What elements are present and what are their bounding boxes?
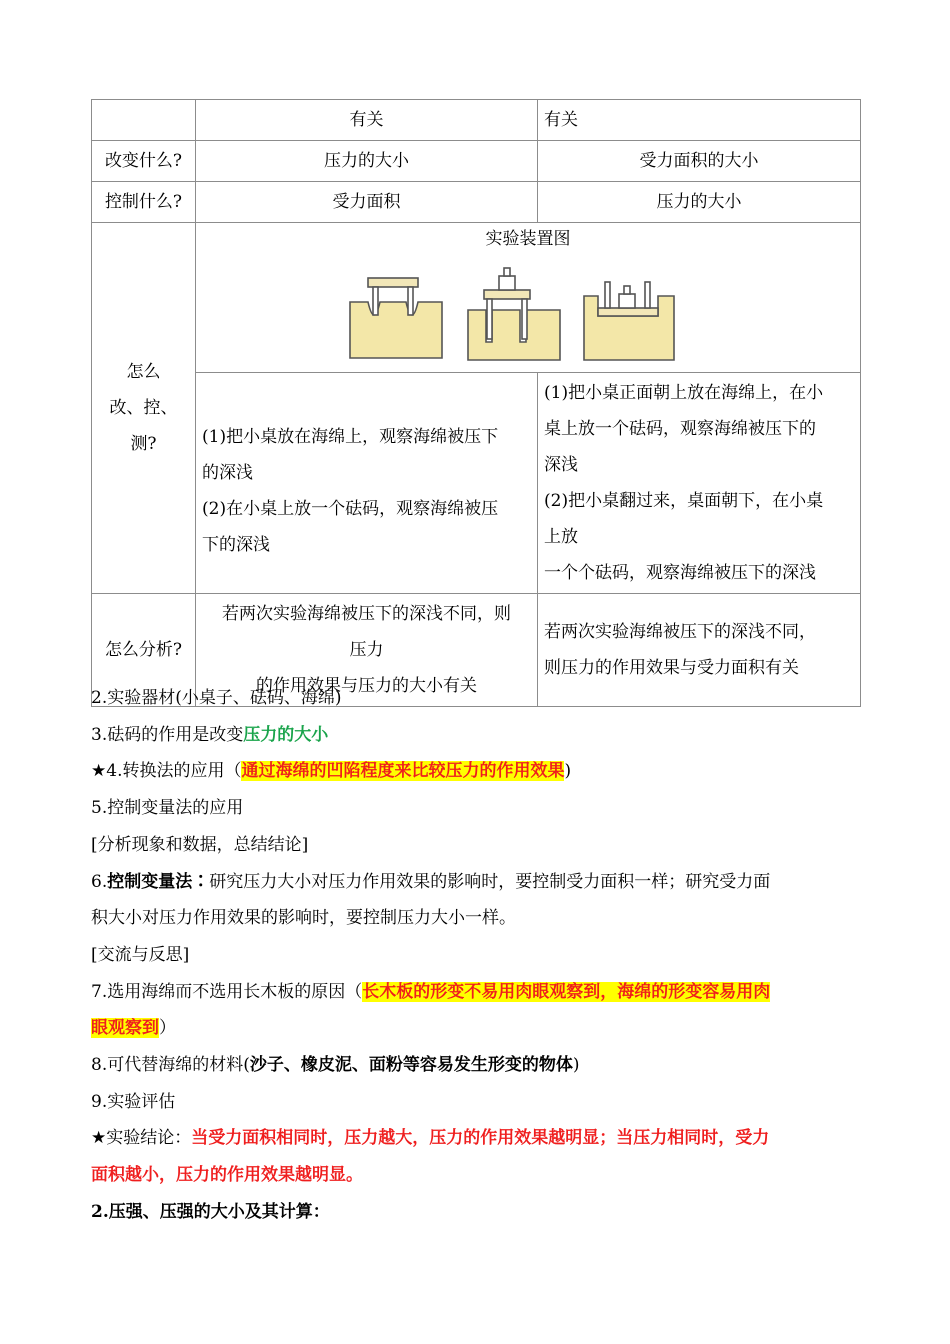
key-answer: 通过海绵的凹陷程度来比较压力的作用效果 — [241, 761, 565, 782]
key-answer: 沙子、橡皮泥、面粉等容易发生形变的物体 — [249, 1055, 573, 1076]
row-label-empty — [92, 100, 196, 141]
paragraph: [分析现象和数据，总结结论] — [91, 834, 309, 855]
text-line: 压力 — [349, 640, 384, 660]
paragraph: 5.控制变量法的应用 — [91, 798, 244, 819]
text-line: 下的深浅 — [202, 535, 270, 555]
label-line: 改、控、 — [109, 398, 178, 418]
cell: 压力的大小 — [538, 182, 861, 223]
row-label: 怎么分析? — [92, 594, 196, 707]
paragraph — [91, 864, 861, 901]
text: ） — [159, 1018, 176, 1039]
text-line: 则压力的作用效果与受力面积有关 — [544, 658, 799, 678]
cell: 有关 — [538, 100, 861, 141]
figure-cell — [196, 223, 861, 373]
conclusion: 当受力面积相同时，压力越大，压力的作用效果越明显；当压力相同时，受力 — [191, 1128, 770, 1149]
text-line: (2)在小桌上放一个砝码，观察海绵被压 — [202, 499, 499, 519]
text: 研究压力大小对压力作用效果的影响时，要控制受力面积一样；研究受力面 — [209, 871, 771, 892]
cell: 压力的大小 — [196, 141, 538, 182]
paragraph — [91, 1047, 861, 1084]
conclusion: 面积越小，压力的作用效果越明显。 — [91, 1165, 363, 1186]
paragraph: 9.实验评估 — [91, 1091, 176, 1112]
text: 4.转换法的应用（ — [106, 761, 242, 782]
text-line: (2)把小桌翻过来，桌面朝下，在小桌 — [544, 491, 824, 511]
section-heading: 2.压强、压强的大小及其计算： — [91, 1201, 330, 1222]
star-icon: ★ — [91, 761, 107, 782]
experiment-table — [91, 99, 861, 707]
paragraph: [交流与反思] — [91, 944, 190, 965]
setup-2 — [468, 268, 560, 360]
cell — [196, 373, 538, 594]
table-row — [92, 182, 861, 223]
text: ∶ — [192, 871, 210, 892]
key-answer: 压力的大小 — [243, 724, 329, 745]
cell: 受力面积 — [196, 182, 538, 223]
table-row — [92, 100, 861, 141]
table-row — [92, 373, 861, 594]
text-line: 上放 — [544, 527, 578, 547]
key-answer: 长木板的形变不易用肉眼观察到，海绵的形变容易用肉 — [362, 981, 771, 1002]
cell: 有关 — [196, 100, 538, 141]
paragraph: 2.实验器材(小桌子、砝码、海绵) — [91, 688, 342, 708]
text: ) — [564, 761, 572, 782]
row-label: 改变什么? — [92, 141, 196, 182]
table-row — [92, 223, 861, 373]
figure-title: 实验装置图 — [485, 228, 571, 249]
text-line: 的深浅 — [202, 463, 253, 483]
text-line: 一个个砝码，观察海绵被压下的深浅 — [544, 563, 816, 583]
cell — [538, 373, 861, 594]
text-line: (1)把小桌正面朝上放在海绵上，在小 — [544, 383, 824, 403]
cell: 受力面积的大小 — [538, 141, 861, 182]
text-line: 的作用效果与压力的大小有关 — [256, 676, 477, 696]
paragraph — [91, 753, 861, 790]
text: 3.砝码的作用是改变 — [91, 724, 244, 745]
setup-3 — [584, 282, 674, 360]
key-answer: 眼观察到 — [91, 1018, 159, 1039]
text-line: 桌上放一个砝码，观察海绵被压下的 — [544, 419, 816, 439]
star-icon: ★ — [91, 1128, 107, 1149]
row-label — [92, 223, 196, 594]
table-row — [92, 141, 861, 182]
paragraph — [91, 1120, 861, 1157]
text: 实验结论： — [106, 1128, 192, 1149]
paragraph — [91, 1010, 861, 1047]
text-line: 若两次实验海绵被压下的深浅不同， — [544, 622, 816, 642]
row-label: 控制什么? — [92, 182, 196, 223]
paragraph — [91, 1157, 861, 1194]
text: 7.选用海绵而不选用长木板的原因（ — [91, 981, 363, 1002]
paragraph — [91, 974, 861, 1011]
setup-1 — [350, 278, 442, 358]
text: ) — [572, 1055, 580, 1076]
label-line: 测? — [130, 434, 157, 454]
text-line: 深浅 — [544, 455, 578, 475]
paragraph: 积大小对压力作用效果的影响时，要控制压力大小一样。 — [91, 908, 516, 929]
label-line: 怎么 — [126, 362, 161, 382]
text: 6. — [91, 871, 108, 892]
text: 8.可代替海绵的材料( — [91, 1055, 250, 1076]
body-text — [91, 680, 861, 1231]
text-line: (1)把小桌放在海绵上，观察海绵被压下 — [202, 427, 499, 447]
term: 控制变量法 — [107, 871, 193, 892]
apparatus-figure — [348, 252, 708, 364]
paragraph — [91, 717, 861, 754]
text-line: 若两次实验海绵被压下的深浅不同，则 — [222, 604, 511, 624]
